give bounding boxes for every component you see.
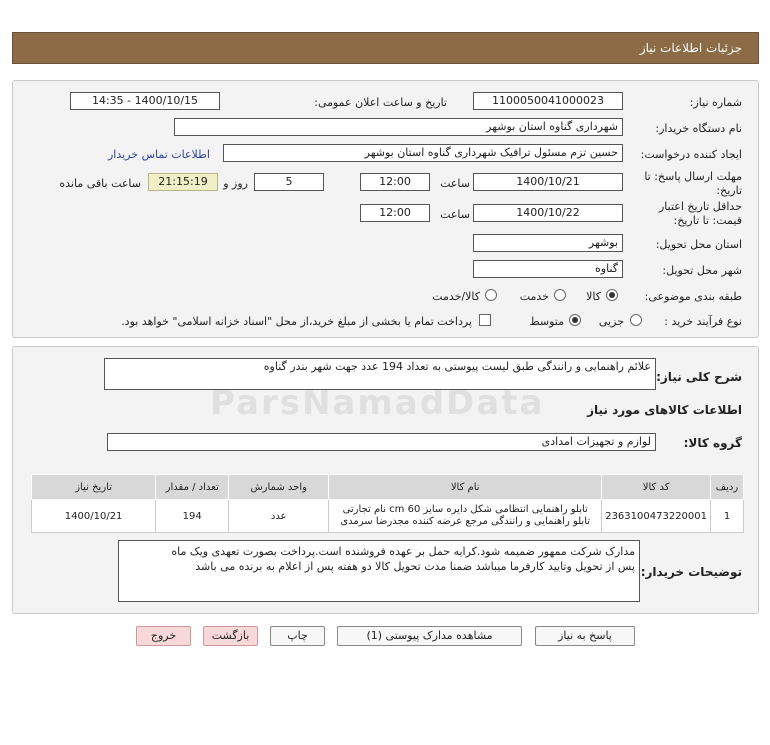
category-goods-radio[interactable] [606, 289, 618, 301]
process-minor-radio[interactable] [630, 314, 642, 326]
contact-buyer-link[interactable]: اطلاعات تماس خریدار [108, 148, 210, 161]
header-code: کد کالا [602, 475, 711, 500]
buyer-notes-line1: مدارک شرکت ممهور ضمیمه شود.کرایه حمل بر عهده فروشنده است.پرداخت بصورت تعهدی ویک ماه [171, 545, 635, 558]
page-header [12, 32, 759, 64]
need-number-label: شماره نیاز: [689, 96, 742, 109]
group-field: لوازم و تجهیزات امدادی [107, 433, 656, 451]
treasury-payment-checkbox[interactable] [479, 314, 491, 326]
announce-label: تاریخ و ساعت اعلان عمومی: [314, 96, 447, 109]
buyer-notes-label: توضیحات خریدار: [640, 565, 742, 579]
reply-button[interactable]: پاسخ به نیاز [535, 626, 635, 646]
cell-unit: عدد [229, 500, 329, 533]
summary-field: علائم راهنمایی و رانندگی طبق لیست پیوستی به تعداد 194 عدد جهت شهر بندر گناوه [104, 358, 656, 390]
exit-button[interactable]: خروج [136, 626, 191, 646]
cell-row-number: 1 [711, 500, 744, 533]
remaining-time-field: 21:15:19 [148, 173, 218, 191]
cell-code: 2363100473220001 [602, 500, 711, 533]
remaining-label: ساعت باقی مانده [59, 177, 141, 190]
table-header-row [32, 475, 744, 500]
goods-table [31, 474, 744, 533]
view-attachments-button[interactable]: مشاهده مدارک پیوستی (1) [337, 626, 522, 646]
header-name: نام کالا [329, 475, 602, 500]
province-field: بوشهر [473, 234, 623, 252]
city-field: گناوه [473, 260, 623, 278]
validity-label-2: قیمت: تا تاریخ: [673, 214, 742, 227]
group-label: گروه کالا: [683, 436, 742, 450]
buyer-label: نام دستگاه خریدار: [655, 122, 742, 135]
back-button[interactable]: بازگشت [203, 626, 258, 646]
province-label: استان محل تحویل: [655, 238, 742, 251]
validity-date-field: 1400/10/22 [473, 204, 623, 222]
requester-field: حسین تزم مسئول ترافیک شهرداری گناوه استان بوشهر [223, 144, 623, 162]
buyer-notes-field [118, 540, 640, 602]
cell-qty: 194 [156, 500, 229, 533]
header-row-number: ردیف [711, 475, 744, 500]
deadline-time-field: 12:00 [360, 173, 430, 191]
process-medium-label: متوسط [529, 315, 564, 328]
city-label: شهر محل تحویل: [662, 264, 742, 277]
category-label: طبقه بندی موضوعی: [644, 290, 742, 303]
buyer-notes-line2: پس از تحویل وتایید کارفرما میباشد ضمنا مدت تحویل کالا دو هفته پس از اعلام به برنده می باشد [195, 560, 635, 573]
deadline-label-2: تاریخ: [716, 184, 742, 197]
header-date: تاریخ نیاز [32, 475, 156, 500]
category-goods-service-label: کالا/خدمت [432, 290, 480, 303]
summary-label: شرح کلی نیاز: [656, 370, 742, 384]
deadline-time-label: ساعت [440, 177, 470, 190]
print-button[interactable]: چاپ [270, 626, 325, 646]
page-title: جزئیات اطلاعات نیاز [639, 41, 742, 55]
header-qty: تعداد / مقدار [156, 475, 229, 500]
validity-label-1: حداقل تاریخ اعتبار [658, 200, 742, 213]
category-service-radio[interactable] [554, 289, 566, 301]
process-medium-radio[interactable] [569, 314, 581, 326]
category-goods-service-radio[interactable] [485, 289, 497, 301]
deadline-date-field: 1400/10/21 [473, 173, 623, 191]
buyer-field: شهرداری گناوه استان بوشهر [174, 118, 623, 136]
days-field: 5 [254, 173, 324, 191]
validity-time-label: ساعت [440, 208, 470, 221]
category-goods-label: کالا [586, 290, 601, 303]
goods-info-title: اطلاعات کالاهای مورد نیاز [587, 403, 742, 417]
need-number-field: 1100050041000023 [473, 92, 623, 110]
process-minor-label: جزیی [598, 315, 624, 328]
cell-name-line2: تابلو راهنمایی و رانندگی مرجع عرضه کننده مجدرضا سرمدی [340, 516, 591, 527]
category-service-label: خدمت [519, 290, 549, 303]
validity-time-field: 12:00 [360, 204, 430, 222]
cell-name [329, 500, 602, 533]
cell-date: 1400/10/21 [32, 500, 156, 533]
days-label: روز و [223, 177, 248, 190]
requester-label: ایجاد کننده درخواست: [640, 148, 742, 161]
cell-name-line1: تابلو راهنمایی انتظامی شکل دایره سایز cm 60 نام تجارتی [342, 504, 588, 515]
deadline-label-1: مهلت ارسال پاسخ: تا [644, 170, 742, 183]
treasury-payment-note: پرداخت تمام یا بخشی از مبلغ خرید،از محل "اسناد خزانه اسلامی" خواهد بود. [121, 315, 472, 328]
announce-field: 1400/10/15 - 14:35 [70, 92, 220, 110]
header-unit: واحد شمارش [229, 475, 329, 500]
process-label: نوع فرآیند خرید : [664, 315, 742, 328]
table-row [32, 500, 744, 533]
